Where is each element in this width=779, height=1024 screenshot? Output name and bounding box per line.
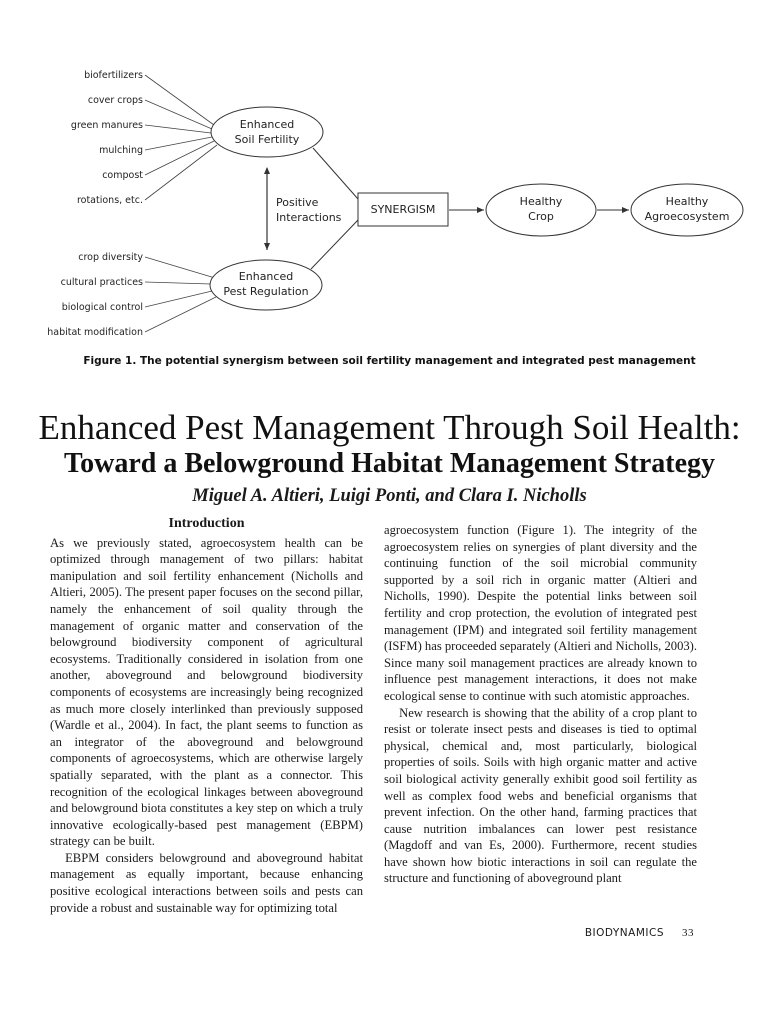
right-column [384,522,697,887]
practice-habitat-modification: habitat modification [47,327,143,338]
practice-green-manures: green manures [70,120,143,131]
healthy-agro-label-2: Agroecosystem [644,210,730,223]
practice-rotations: rotations, etc. [76,195,143,206]
figure-caption: Figure 1. The potential synergism between soil fertility management and integrated pest management [83,355,696,367]
authors: Miguel A. Altieri, Luigi Ponti, and Clara I. Nicholls [192,486,587,506]
practice-cultural-practices: cultural practices [60,277,143,288]
right-paragraph-2: New research is showing that the ability of a crop plant to resist or tolerate insect pests and diseases is tied to optimal physical, chemical and, most particularly, biological properties of soils. Soils with high organic matter and active soil biological activity generally exhibit good soil fertility as well as complex food webs and beneficial organisms that prevent infection. On the other hand, farming practices that cause nutrition imbalances can lower pest resistance (Magdoff and van Es, 2000). Furthermore, recent studies have shown how biotic interactions in soil can regulate the structure and functioning of aboveground plant [384,705,697,886]
article-subtitle: Toward a Belowground Habitat Management Strategy [64,448,715,479]
soil-fertility-node [211,107,323,157]
soil-fertility-label-2: Soil Fertility [234,133,300,146]
interactions-label-2: Interactions [276,211,342,224]
footer-journal: BIODYNAMICS [584,927,664,939]
pest-regulation-label-1: Enhanced [238,270,294,283]
synergism-label: SYNERGISM [370,203,436,216]
practice-cover-crops: cover crops [87,95,143,106]
practice-biofertilizers: biofertilizers [84,70,143,81]
pest-regulation-label-2: Pest Regulation [223,285,309,298]
left-paragraph-1: As we previously stated, agroecosystem health can be optimized through management of two pillars: habitat manipulation and soil fertility enhancement (Nicholls and Altieri, 2005). The present paper focuses on the second pillar, namely the enhancement of soil quality through the management of organic matter and conservation of the belowground biodiversity component of agricultural ecosystems. Traditionally considered in isolation from one another, aboveground and belowground biodiversity components of ecosystems are increasingly being recognized as much more closely interlinked than previously supposed (Wardle et al., 2004). In fact, the plant seems to function as an integrator of the aboveground and belowground components of agroecosystems, which are otherwise largely spatially separated, with the plant as a connector. This recognition of the ecological linkages between aboveground and belowground biota constitutes a key step on which a truly innovative ecologically-based pest management (EBPM) strategy can be built. [50,535,363,849]
intro-heading: Introduction [168,516,245,531]
left-column [50,516,363,916]
healthy-crop-label-1: Healthy [519,195,563,208]
page-number: 33 [682,927,694,939]
soil-fertility-label-1: Enhanced [239,118,295,131]
practice-compost: compost [102,170,143,181]
practice-biological-control: biological control [61,302,143,313]
article-title: Enhanced Pest Management Through Soil Health: [38,408,741,447]
right-paragraph-1: agroecosystem function (Figure 1). The integrity of the agroecosystem relies on synergies of plant diversity and the continuing function of the soil microbial community supported by a soil rich in organic matter (Altieri and Nicholls, 1990). Despite the potential links between soil fertility and crop protection, the evolution of integrated pest management (IPM) and integrated soil fertility management (ISFM) has proceeded separately (Altieri and Nicholls, 2003). Since many soil management practices are already known to influence pest management interactions, it does not make ecological sense to continue with such atomistic approaches. [384,523,698,703]
synergism-diagram [0,0,779,345]
practice-crop-diversity: crop diversity [78,252,143,263]
healthy-agro-label-1: Healthy [665,195,709,208]
interactions-label-1: Positive [276,196,319,209]
left-paragraph-2: EBPM considers belowground and aboveground habitat management as equally important, because enhancing positive ecological interactions between soils and pests can provide a robust and sustainable way for optimizing total [50,850,363,915]
page-footer [585,927,694,939]
practice-mulching: mulching [99,145,143,156]
healthy-crop-label-2: Crop [528,210,554,223]
